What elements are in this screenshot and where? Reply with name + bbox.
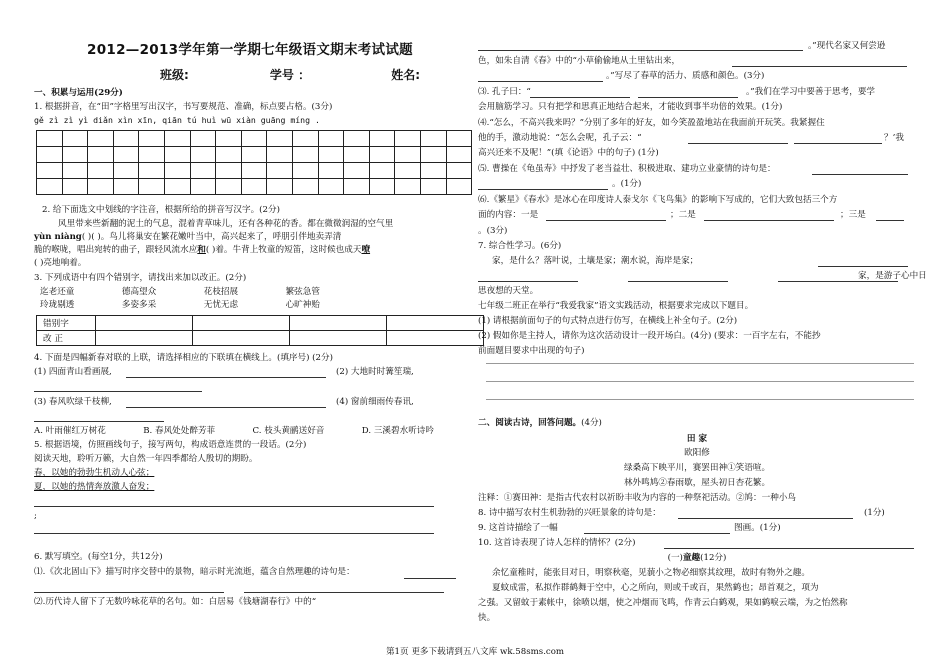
grid-cell[interactable] [292, 147, 318, 163]
grid-cell[interactable] [190, 131, 216, 147]
q4-text: 4. 下面是四幅新春对联的上联，请选择相应的下联填在横线上。(填序号) (2分) [34, 353, 333, 363]
idiom: 迄老还童 [40, 287, 75, 297]
q3-idioms-row-1 [40, 286, 320, 299]
grid-cell[interactable] [113, 131, 139, 147]
grid-cell[interactable] [62, 131, 88, 147]
grid-cell[interactable] [216, 179, 242, 195]
q7-line-6: (2) 假如你是主持人，请你为这次活动设计一段开场白。(4分) (要求：一百字左右，不能抄 [478, 331, 821, 341]
q7-line-7: 前面题目要求中出现的句子) [478, 346, 585, 356]
grid-cell[interactable] [318, 163, 344, 179]
answer-line[interactable] [876, 220, 904, 221]
q6-item-4-tail: ？’我 [884, 133, 904, 143]
q1-text: 1. 根据拼音，在“田”字格里写出汉字，书写要规范、准确，标点要占格。(3分) [34, 102, 333, 112]
grid-cell[interactable] [37, 147, 63, 163]
grid-cell[interactable] [139, 163, 165, 179]
q6-item-4: ⑷.“怎么，不高兴我来吗？”分别了多年的好友，如今笑盈盈地站在我面前开玩笑。我紧握住 [478, 118, 825, 128]
q9-text: 9. 这首诗描绘了一幅 [478, 523, 558, 533]
idiom: 无忧无虑 [203, 300, 239, 310]
answer-line[interactable] [478, 281, 578, 282]
section-3-heading [478, 552, 916, 565]
grid-cell[interactable] [164, 179, 190, 195]
poem-line-2: 林外鸣鸠②春雨歇，屋头初日杏花繁。 [623, 478, 771, 488]
q3-text: 3. 下列成语中有四个错别字，请找出来加以改正。(2分) [34, 273, 247, 283]
grid-cell[interactable] [267, 147, 293, 163]
grid-cell[interactable] [62, 179, 88, 195]
grid-cell[interactable] [318, 131, 344, 147]
q2-passage-1: 风里带来些新翻的泥土的气息，混着青草味儿，还有各种花的香。都在微微润湿的空气里 [58, 219, 394, 229]
q6-item-6c: ；二是 [670, 210, 696, 220]
semicolon: ; [34, 511, 37, 521]
q5-passage-2: 春，以她的勃勃生机动人心弦； [34, 468, 155, 478]
grid-cell[interactable] [292, 179, 318, 195]
grid-cell[interactable] [395, 131, 421, 147]
answer-cell[interactable] [387, 331, 484, 346]
grid-row [37, 131, 472, 147]
grid-cell[interactable] [446, 131, 472, 147]
grid-cell[interactable] [216, 131, 242, 147]
q4-item-3: (3) 春风吹绿千枝柳, [34, 397, 112, 407]
right-line-8: 高兴还来不及呢！”(填《论语》中的句子) (1分) [478, 148, 659, 158]
underlined-char-he: 和 [197, 245, 206, 255]
answer-line[interactable] [478, 189, 608, 190]
q10-text: 10. 这首诗表现了诗人怎样的情怀？(2分) [478, 538, 636, 548]
idiom: 心旷神贻 [285, 300, 320, 310]
grid-row [37, 163, 472, 179]
pinyin-yunniang: yùn niàng [34, 232, 82, 242]
grid-cell[interactable] [292, 131, 318, 147]
answer-line[interactable] [478, 50, 803, 51]
answer-cell[interactable] [96, 331, 193, 346]
q6-item-6d: ；三是 [840, 210, 866, 220]
grid-cell[interactable] [62, 147, 88, 163]
answer-line[interactable] [34, 391, 202, 392]
student-info [160, 66, 420, 83]
right-line-1: 。”现代名家又何尝逊 [808, 41, 886, 51]
answer-line[interactable] [404, 578, 456, 579]
q2-passage-2-rest: ( )( )。鸟儿将巢安在繁花嫩叶当中，高兴起来了，呼朋引伴地卖弄清 [81, 232, 342, 242]
grid-cell[interactable] [113, 147, 139, 163]
q7-text: 7. 综合性学习。(6分) [478, 241, 562, 251]
grid-cell[interactable] [369, 179, 395, 195]
grid-row [37, 179, 472, 195]
table-label-correct: 改 正 [37, 331, 96, 346]
q7-line-4: 七年级二班正在举行“我爱我家”语文实践活动，根据要求完成以下题目。 [478, 301, 754, 311]
poem-line-1: 绿桑高下映平川，赛罢田神①笑语喧。 [623, 463, 771, 473]
q2-text: 2. 给下面选文中划线的字注音，根据所给的拼音写汉字。(2分) [42, 205, 280, 215]
q2-passage-4: ( )亮地响着。 [34, 258, 87, 268]
answer-line[interactable] [486, 363, 914, 364]
grid-cell[interactable] [37, 163, 63, 179]
answer-line[interactable] [546, 220, 666, 221]
grid-cell[interactable] [37, 131, 63, 147]
section-2-title: 二、阅读古诗，回答问题。 [478, 418, 582, 428]
poem-author: 欧阳修 [684, 448, 710, 458]
grid-cell[interactable] [369, 131, 395, 147]
answer-line[interactable] [486, 381, 914, 382]
grid-cell[interactable] [139, 179, 165, 195]
grid-cell[interactable] [420, 179, 446, 195]
idiom: 多姿多采 [121, 300, 157, 310]
answer-line[interactable] [584, 533, 730, 534]
grid-cell[interactable] [395, 163, 421, 179]
grid-cell[interactable] [62, 163, 88, 179]
option-c: C. 枝头黄鹂送好音 [252, 426, 325, 436]
grid-cell[interactable] [446, 147, 472, 163]
answer-line[interactable] [126, 377, 326, 378]
q6-item-3-lead: ⑶. 孔子曰：“ [478, 87, 531, 97]
grid-cell[interactable] [88, 131, 114, 147]
poem-title: 田 家 [686, 434, 708, 444]
right-line-10: 。(1分) [612, 179, 642, 189]
grid-cell[interactable] [164, 131, 190, 147]
q5-passage-3: 夏，以她的热情奔放激人奋发； [34, 482, 155, 492]
option-b: B. 春风处处醉芳菲 [143, 426, 216, 436]
q6-item-5: ⑸. 曹操在《龟虽寿》中抒发了老当益壮、积极进取、建功立业豪情的诗句是： [478, 164, 776, 174]
answer-line[interactable] [638, 97, 738, 98]
answer-line[interactable] [34, 421, 164, 422]
q6-item-6: ⑹.《繁星》《春水》是冰心在印度诗人泰戈尔《飞鸟集》的影响下写成的，它们大致包括三个方 [478, 195, 838, 205]
grid-cell[interactable] [318, 179, 344, 195]
answer-line[interactable] [34, 533, 434, 534]
grid-cell[interactable] [241, 179, 267, 195]
idiom: 繁弦急管 [285, 287, 320, 297]
grid-cell[interactable] [446, 179, 472, 195]
writing-grid[interactable] [36, 130, 472, 195]
answer-cell[interactable] [96, 316, 193, 331]
option-a: A. 叶雨催红万树花 [34, 426, 106, 436]
grid-row [37, 147, 472, 163]
option-d: D. 三溪碧水听诗吟 [361, 426, 434, 436]
grid-cell[interactable] [139, 147, 165, 163]
grid-cell[interactable] [113, 163, 139, 179]
grid-cell[interactable] [164, 163, 190, 179]
grid-cell[interactable] [446, 163, 472, 179]
grid-cell[interactable] [395, 147, 421, 163]
q4-item-4: (4) 窗前细雨传春讯, [336, 397, 414, 407]
q4-item-2: (2) 大地时时篝笙瑞, [336, 367, 414, 377]
answer-line[interactable] [794, 143, 882, 144]
class-label: 班级: [160, 68, 189, 82]
exam-title: 2012—2013学年第一学期七年级语文期末考试试题 [87, 42, 413, 58]
answer-line[interactable] [34, 592, 224, 593]
q1-pinyin: gě zì zì yì diǎn xìn xīn, qiān tú huì wū xiàn guāng míng . [34, 115, 320, 125]
grid-cell[interactable] [37, 179, 63, 195]
grid-cell[interactable] [420, 147, 446, 163]
page-footer: 第1页 更多下载请到五八文库 wk.58sms.com [385, 647, 565, 657]
q3-idioms-row-2 [40, 299, 320, 312]
answer-line[interactable] [34, 506, 434, 507]
poem-notes: 注释：①赛田神：是指古代农村以祈盼丰收为内容的一种祭祀活动。②鸠：一种小鸟 [478, 493, 796, 503]
q6-item-6b: 面的内容：一是 [478, 210, 539, 220]
q8-text: 8. 诗中描写农村生机勃勃的兴旺景象的诗句是： [478, 508, 661, 518]
name-label: 姓名: [391, 68, 420, 82]
grid-cell[interactable] [241, 163, 267, 179]
q2-passage-3a: 脆的喉咙，唱出宛转的曲子，跟轻风流水应 [34, 245, 198, 255]
q6-item-4b: 他的手，激动地说：“怎么会呢，孔子云：“ [478, 133, 642, 143]
table-label-wrong: 错别字 [37, 316, 96, 331]
answer-line[interactable] [704, 220, 834, 221]
section-2-points: (4分) [581, 418, 602, 428]
answer-line[interactable] [732, 66, 907, 67]
answer-line[interactable] [486, 399, 914, 400]
right-line-3: 。”写尽了春草的活力、质感和颜色。(3分) [606, 71, 765, 81]
grid-cell[interactable] [267, 179, 293, 195]
section-3-title: 童趣 [682, 553, 701, 563]
grid-cell[interactable] [344, 131, 370, 147]
answer-line[interactable] [530, 97, 630, 98]
grid-cell[interactable] [267, 131, 293, 147]
passage-line-3: 之强。又留蚊于素帐中，徐喷以烟，使之冲烟而飞鸣，作青云白鹤观，果如鹤唳云端，为之怡然称 [478, 598, 848, 608]
section-2-heading [478, 417, 602, 430]
underlined-char-liao: 嘹 [361, 245, 371, 255]
answer-cell[interactable] [387, 316, 484, 331]
grid-cell[interactable] [216, 163, 242, 179]
q6-item-3 [478, 86, 531, 99]
grid-cell[interactable] [420, 163, 446, 179]
q5-text: 5. 根据语境，仿照画线句子，接写两句，构成语意连贯的一段话。(2分) [34, 440, 307, 450]
q7-line-1: 家，是什么？落叶说，土壤是家；潮水说，海岸是家； [492, 256, 699, 266]
grid-cell[interactable] [216, 147, 242, 163]
grid-cell[interactable] [344, 147, 370, 163]
answer-cell[interactable] [193, 331, 290, 346]
answer-line[interactable] [664, 548, 914, 549]
q8-points: (1分) [864, 508, 885, 518]
number-label: 学号 ： [269, 68, 311, 82]
grid-cell[interactable] [139, 131, 165, 147]
grid-cell[interactable] [190, 147, 216, 163]
q2-passage-3c: ( )着。牛背上牧童的短笛，这时候也成天 [205, 245, 362, 255]
grid-cell[interactable] [420, 131, 446, 147]
q4-options [34, 425, 434, 438]
answer-cell[interactable] [193, 316, 290, 331]
grid-cell[interactable] [344, 179, 370, 195]
section-1-heading: 一、积累与运用(29分) [34, 88, 123, 98]
grid-cell[interactable] [369, 147, 395, 163]
q6-item-2: ⑵.历代诗人留下了无数吟咏花草的名句。如：白居易《钱塘湖春行》中的“ [34, 597, 317, 607]
q7-line-5: (1) 请根据前面句子的句式特点进行仿写，在横线上补全句子。(2分) [478, 316, 738, 326]
answer-line[interactable] [818, 266, 908, 267]
right-line-2: 色，如朱自清《春》中的“小草偷偷地从土里钻出来， [478, 56, 681, 66]
q4-item-1: (1) 四面青山看画展, [34, 367, 112, 377]
answer-line[interactable] [678, 518, 853, 519]
grid-cell[interactable] [241, 147, 267, 163]
grid-cell[interactable] [395, 179, 421, 195]
idiom: 花枝招展 [203, 287, 239, 297]
grid-cell[interactable] [88, 163, 114, 179]
grid-cell[interactable] [318, 147, 344, 163]
q6-text: 6. 默写填空。(每空1分，共12分) [34, 552, 163, 562]
right-line-5: 会用脑筋学习。只有把学和思真正地结合起来，才能收到事半功倍的效果。(1分) [478, 102, 783, 112]
answer-line[interactable] [244, 592, 444, 593]
grid-cell[interactable] [190, 163, 216, 179]
idiom: 玲珑剔透 [40, 300, 75, 310]
answer-line[interactable] [688, 143, 788, 144]
grid-cell[interactable] [113, 179, 139, 195]
passage-line-4: 快。 [478, 613, 496, 623]
q6-item-3-tail: 。”我们在学习中要善于思考，要学 [746, 87, 876, 97]
answer-line[interactable] [478, 81, 603, 82]
grid-cell[interactable] [190, 179, 216, 195]
idiom: 德高望众 [121, 287, 157, 297]
q7-line-3: 思夜想的天堂。 [478, 286, 539, 296]
grid-cell[interactable] [292, 163, 318, 179]
section-3-points: (12分) [700, 553, 727, 563]
grid-cell[interactable] [267, 163, 293, 179]
q6-item-1: ⑴.《次北固山下》描写时序交替中的景物，暗示时光流逝，蕴含自然理趣的诗句是： [34, 567, 355, 577]
grid-cell[interactable] [241, 131, 267, 147]
answer-line[interactable] [628, 281, 728, 282]
q2-passage-2 [34, 231, 341, 244]
answer-cell[interactable] [290, 316, 387, 331]
q5-passage-1: 阅读天地，聆听万籁，大自然一年四季都给人殷切的期盼。 [34, 454, 258, 464]
grid-cell[interactable] [369, 163, 395, 179]
grid-cell[interactable] [344, 163, 370, 179]
q2-passage-3 [34, 244, 370, 257]
grid-cell[interactable] [164, 147, 190, 163]
passage-line-1: 余忆童稚时，能张目对日，明察秋毫，见藐小之物必细察其纹理，故时有物外之趣。 [492, 568, 810, 578]
section-3-number: (一) [667, 553, 683, 563]
grid-cell[interactable] [88, 147, 114, 163]
q9-tail: 图画。(1分) [734, 523, 781, 533]
q7-line-2: 家，是游子心中日 [858, 271, 927, 281]
correction-table [36, 315, 484, 346]
answer-line[interactable] [812, 174, 908, 175]
answer-line[interactable] [126, 407, 326, 408]
grid-cell[interactable] [88, 179, 114, 195]
answer-cell[interactable] [290, 331, 387, 346]
right-line-13: 。(3分) [478, 226, 508, 236]
passage-line-2: 夏蚊成雷，私拟作群鹤舞于空中，心之所向，则或千或百，果然鹤也；昂首观之，项为 [492, 583, 819, 593]
